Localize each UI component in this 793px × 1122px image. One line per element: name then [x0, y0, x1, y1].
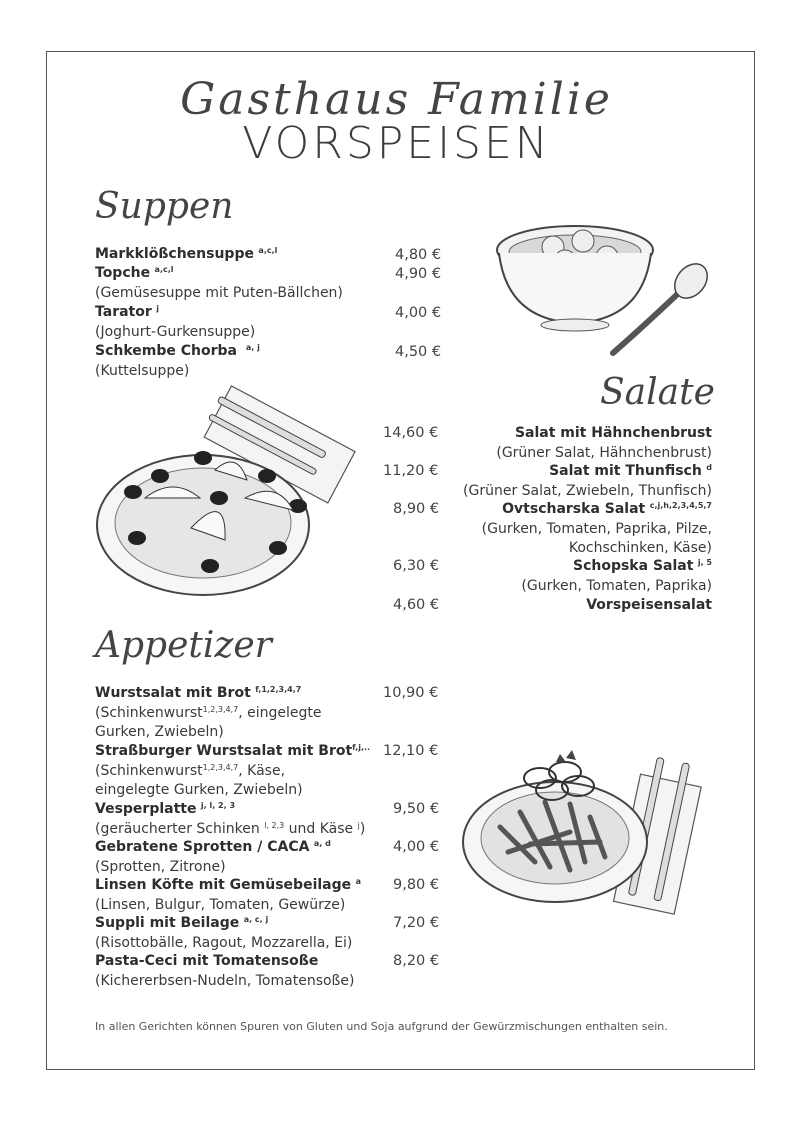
menu-item-price: 4,00 €: [395, 305, 442, 321]
menu-item-price: 12,10 €: [383, 743, 439, 759]
menu-item: Pasta-Ceci mit Tomatensoße (Kichererbsen-Nudeln, Tomatensoße): [95, 953, 355, 989]
menu-item-price: 11,20 €: [383, 463, 439, 479]
menu-item: Linsen Köfte mit Gemüsebeilage $^a$ (Linsen, Bulgur, Tomaten, Gewürze): [95, 877, 361, 913]
salad-plate-icon: [95, 380, 360, 605]
menu-item-price: 8,90 €: [393, 501, 440, 517]
menu-item: Ovtscharska Salat $^{c,j,h,2,3,4,5,7}$ (Gurken, Tomaten, Paprika, Pilze, Kochschinken, Käse): [481, 501, 712, 556]
menu-item: Wurstsalat mit Brot $^{f,1,2,3,4,7}$ (Schinkenwurst$^{1,2,3,4,7}$, eingelegte Gurken, Zwiebeln): [95, 685, 322, 740]
menu-item-price: 7,20 €: [393, 915, 440, 931]
menu-item: Vesperplatte $^{j, l, 2, 3}$ (geräucherter Schinken $^{l, 2,3}$ und Käse $^j$): [95, 801, 366, 837]
sausage-salad-plate-icon: [460, 732, 720, 922]
menu-item-price: 8,20 €: [393, 953, 440, 969]
menu-item-price: 9,50 €: [393, 801, 440, 817]
page-title: VORSPEISEN: [242, 118, 551, 169]
menu-item-price: 6,30 €: [393, 558, 440, 574]
menu-item: Schkembe Chorba $^{a, j}$ (Kuttelsuppe): [95, 343, 260, 379]
menu-item-price: 4,80 €: [395, 247, 442, 263]
menu-item: Salat mit Thunfisch $^d$ (Grüner Salat, Zwiebeln, Thunfisch): [463, 463, 712, 499]
menu-item: Straßburger Wurstsalat mit Brot$^{f,j,..}$ (Schinkenwurst$^{1,2,3,4,7}$, Käse, eingelegte Gurken, Zwiebeln): [95, 743, 371, 798]
allergen-footnote: In allen Gerichten können Spuren von Gluten und Soja aufgrund der Gewürzmischungen enthalten sein.: [95, 1020, 668, 1033]
menu-item-price: 4,50 €: [395, 344, 442, 360]
section-heading-salate: Salate: [600, 372, 715, 413]
menu-item: Tarator $^j$ (Joghurt-Gurkensuppe): [95, 304, 256, 340]
menu-item: Vorspeisensalat: [586, 597, 712, 613]
menu-item: Gebratene Sprotten / CACA $^{a, d}$ (Sprotten, Zitrone): [95, 839, 331, 875]
menu-item: Salat mit Hähnchenbrust (Grüner Salat, Hähnchenbrust): [496, 425, 712, 461]
menu-item: Topche $^{a,c,l}$ (Gemüsesuppe mit Puten-Bällchen): [95, 265, 343, 301]
menu-item: Suppli mit Beilage $^{a, c, j}$ (Risottobälle, Ragout, Mozzarella, Ei): [95, 915, 353, 951]
section-heading-suppen: Suppen: [95, 186, 234, 227]
menu-item-price: 10,90 €: [383, 685, 439, 701]
menu-item-price: 4,90 €: [395, 266, 442, 282]
menu-item: Markklößchensuppe $^{a,c,l}$: [95, 246, 278, 262]
soup-bowl-icon: [495, 205, 715, 365]
menu-item-price: 9,80 €: [393, 877, 440, 893]
section-heading-appetizer: Appetizer: [95, 625, 272, 666]
brand-name: Gasthaus Familie: [180, 74, 613, 125]
menu-item-price: 4,00 €: [393, 839, 440, 855]
menu-item-price: 14,60 €: [383, 425, 439, 441]
menu-item-price: 4,60 €: [393, 597, 440, 613]
menu-item: Schopska Salat $^{j, 5}$ (Gurken, Tomaten, Paprika): [521, 558, 712, 594]
